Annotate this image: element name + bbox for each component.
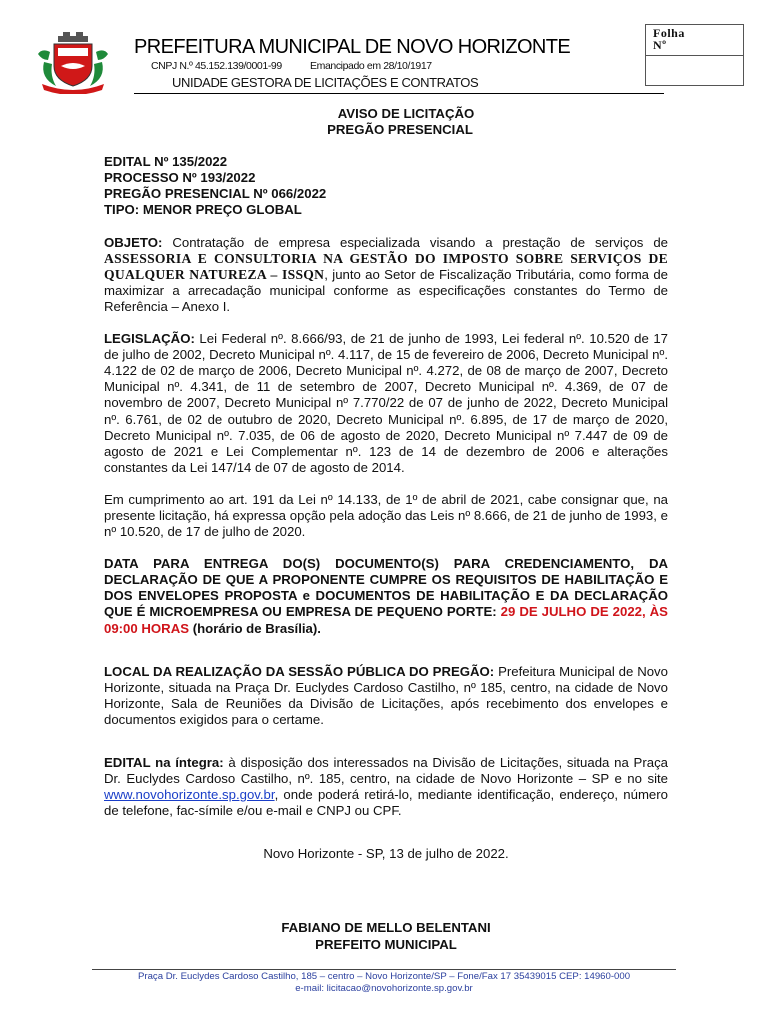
header-divider bbox=[134, 93, 664, 94]
edital-number: EDITAL Nº 135/2022 bbox=[104, 154, 228, 170]
legislacao-paragraph bbox=[104, 331, 668, 476]
managing-unit: UNIDADE GESTORA DE LICITAÇÕES E CONTRATOS bbox=[172, 75, 479, 90]
local-label: LOCAL DA REALIZAÇÃO DA SESSÃO PÚBLICA DO PREGÃO: bbox=[104, 663, 495, 679]
cumprimento-paragraph: Em cumprimento ao art. 191 da Lei nº 14.133, de 1º de abril de 2021, cabe consignar que, na presente licitação, há expressa opção pela adoção das Leis nº 8.666, de 21 de junho de 1993, e nº 10.520, de 17 de julho de 2020. bbox=[104, 491, 668, 540]
objeto-text-2: , junto ao Setor de Fiscalização Tributária, como forma de maximizar a arrecadação municipal conforme as especificações constantes do Termo de Referência – Anexo I. bbox=[104, 266, 668, 314]
local-text: Prefeitura Municipal de Novo Horizonte, situada na Praça Dr. Euclydes Cardoso Castilho, nº 185, centro, na cidade de Novo Horizonte, Sala de Reuniões da Divisão de Licitações, após recebimento dos envelopes e documentos exigidos para o certame. bbox=[104, 663, 668, 727]
municipal-coat-of-arms-icon bbox=[34, 32, 112, 94]
notice-title: AVISO DE LICITAÇÃO bbox=[337, 106, 475, 121]
emancipation-date: Emancipado em 28/10/1917 bbox=[310, 60, 432, 72]
data-entrega-timezone: (horário de Brasília). bbox=[189, 620, 321, 636]
folha-stamp-box bbox=[645, 24, 744, 86]
tipo-licitacao: TIPO: MENOR PREÇO GLOBAL bbox=[104, 202, 302, 218]
legislacao-label: LEGISLAÇÃO: bbox=[104, 331, 195, 347]
data-entrega-paragraph bbox=[104, 556, 668, 636]
folha-label: Folha bbox=[653, 26, 685, 40]
document-body bbox=[104, 106, 668, 953]
processo-number: PROCESSO Nº 193/2022 bbox=[104, 170, 256, 186]
cnpj-number: CNPJ N.º 45.152.139/0001-99 bbox=[151, 60, 282, 72]
objeto-emphasis: ASSESSORIA E CONSULTORIA NA GESTÃO DO IMPOSTO SOBRE SERVIÇOS DE QUALQUER NATUREZA – ISSQN bbox=[104, 250, 668, 282]
objeto-text-1: Contratação de empresa especializada visando a prestação de serviços de bbox=[162, 234, 668, 250]
local-paragraph bbox=[104, 664, 668, 728]
folha-number-label: Nº bbox=[653, 38, 667, 52]
footer-email: e-mail: licitacao@novohorizonte.sp.gov.br bbox=[295, 983, 473, 994]
municipality-title: PREFEITURA MUNICIPAL DE NOVO HORIZONTE bbox=[134, 36, 571, 58]
footer-address: Praça Dr. Euclydes Cardoso Castilho, 185 – centro – Novo Horizonte/SP – Fone/Fax 17 35439015 CEP: 14960-000 bbox=[137, 971, 631, 982]
footer-divider bbox=[92, 969, 676, 970]
data-entrega-date: 29 DE JULHO DE 2022, ÀS 09:00 HORAS bbox=[104, 604, 668, 636]
pregao-number: PREGÃO PRESENCIAL Nº 066/2022 bbox=[104, 186, 327, 202]
objeto-paragraph bbox=[104, 235, 668, 315]
edital-integra-text-2: , onde poderá retirá-lo, mediante identificação, endereço, número de telefone, fac-símile e/ou e-mail e CNPJ ou CPF. bbox=[104, 787, 668, 819]
signatory-role: PREFEITO MUNICIPAL bbox=[315, 936, 457, 952]
notice-subtitle: PREGÃO PRESENCIAL bbox=[327, 122, 473, 138]
edital-integra-text-1: à disposição dos interessados na Divisão de Licitações, situada na Praça Dr. Euclydes Cardoso Castilho, nº. 185, centro, na cidade de Novo Horizonte – SP e no site bbox=[104, 755, 668, 787]
objeto-label: OBJETO: bbox=[104, 234, 163, 250]
signatory-name: FABIANO DE MELLO BELENTANI bbox=[281, 920, 491, 936]
legislacao-text: Lei Federal nº. 8.666/93, de 21 de junho de 1993, Lei federal nº. 10.520 de 17 de julho de 2002, Decreto Municipal nº. 4.117, de 15 de fevereiro de 2006, Decreto Municipal nº. 4.122 de 02 de março de 2006, Decreto Municipal nº. 4.272, de 08 de março de 2007, Decreto Municipal nº. 4.341, de 11 de setembro de 2007, Decreto Municipal nº. 4.369, de 07 de novembro de 2007, Decreto Municipal nº 7.770/22 de 07 de junho de 2022, Decreto Municipal nº. 6.761, de 02 de outubro de 2020, Decreto Municipal nº. 6.895, de 17 de março de 2020, Decreto Municipal nº. 7.035, de 06 de agosto de 2020, Decreto Municipal nº 7.447 de 09 de agosto de 2021 e Lei Complementar nº. 123 de 14 de dezembro de 2006 e alterações constantes da Lei 147/14 de 07 de agosto de 2014. bbox=[104, 331, 668, 475]
page-footer bbox=[92, 971, 676, 995]
data-entrega-text: DATA PARA ENTREGA DO(S) DOCUMENTO(S) PARA CREDENCIAMENTO, DA DECLARAÇÃO DE QUE A PROPONENTE CUMPRE OS REQUISITOS DE HABILITAÇÃO E DOS ENVELOPES PROPOSTA e DOCUMENTOS DE HABILITAÇÃO E DA DECLARAÇÃO QUE É MICROEMPRESA OU EMPRESA DE PEQUENO PORTE: bbox=[104, 556, 668, 620]
place-and-date: Novo Horizonte - SP, 13 de julho de 2022. bbox=[263, 846, 509, 862]
edital-integra-label: EDITAL na íntegra: bbox=[104, 755, 224, 770]
edital-integra-paragraph bbox=[104, 755, 668, 819]
website-link[interactable]: www.novohorizonte.sp.gov.br bbox=[104, 787, 275, 803]
